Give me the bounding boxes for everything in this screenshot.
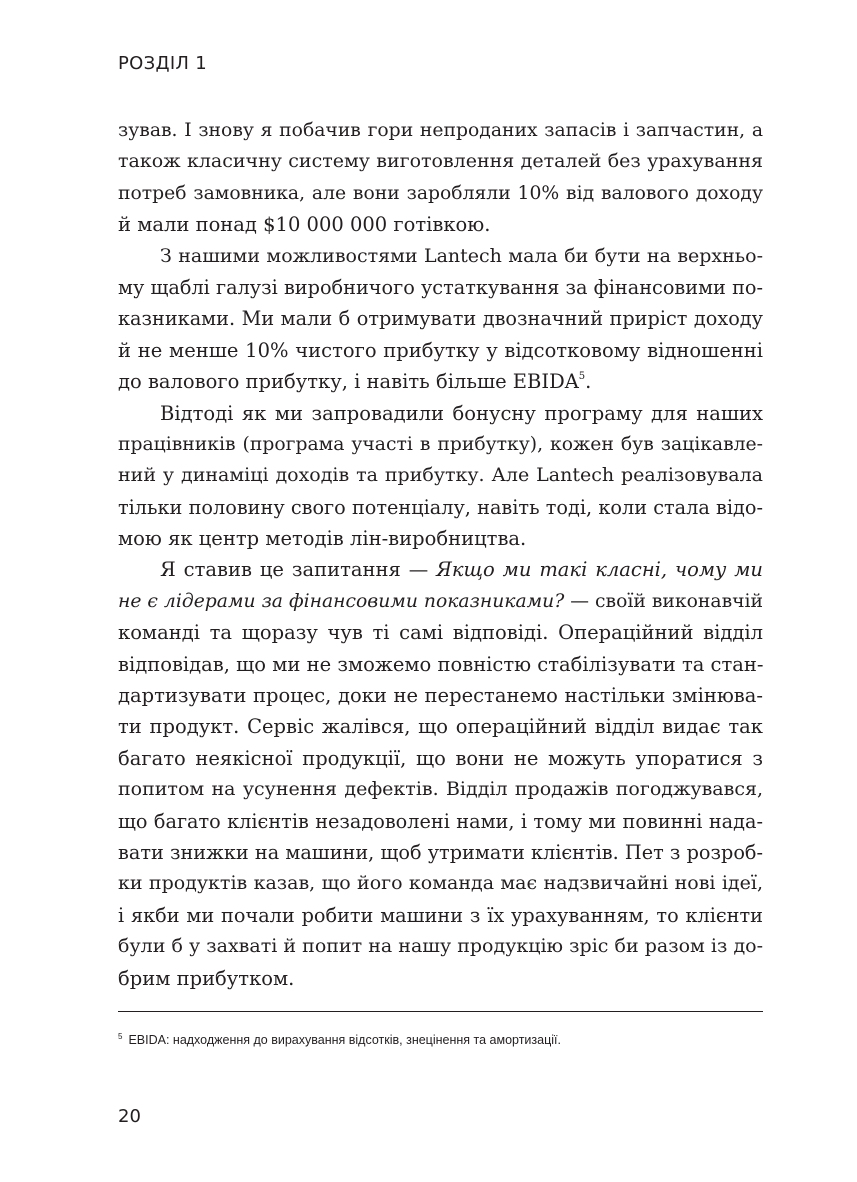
text-line: ки продуктів казав, що його команда має надзвичайні нові ідеї, xyxy=(118,872,763,895)
text-line xyxy=(118,586,763,617)
text-line: відповідав, що ми не зможемо повністю стабілізувати та стан- xyxy=(118,652,764,676)
text-line: також класичну систему виготовлення деталей без урахування xyxy=(118,150,763,173)
text-line: й мали понад $10 000 000 готівкою. xyxy=(118,213,491,237)
footnote-reference: 5 xyxy=(578,371,586,383)
page-number: 20 xyxy=(118,1106,141,1127)
text-line: мою як центр методів лін-виробництва. xyxy=(118,527,527,551)
text-line xyxy=(118,366,763,397)
italic-question: Якщо ми такі класні, чому ми xyxy=(436,558,763,582)
text-segment: Я ставив це запитання — xyxy=(160,558,437,582)
footnote-mark: 5 xyxy=(118,1032,123,1041)
body-text xyxy=(118,115,763,994)
text-line: що багато клієнтів незадоволені нами, і тому ми повинні нада- xyxy=(118,809,763,833)
text-line xyxy=(118,554,763,585)
text-line: потреб замовника, але вони заробляли 10% від валового доходу xyxy=(118,182,763,204)
text-line: брим прибутком. xyxy=(118,966,295,990)
text-segment: до валового прибутку, і навіть більше EBIDA xyxy=(118,370,579,394)
footnote xyxy=(118,1032,561,1048)
text-segment: — своїй виконавчій xyxy=(564,590,764,612)
text-line: багато неякісної продукції, що вони не можуть упоратися з xyxy=(118,746,763,770)
running-head: РОЗДІЛ 1 xyxy=(118,53,208,74)
text-line: дартизувати процес, доки не перестанемо настільки змінюва- xyxy=(118,684,763,708)
text-line: попитом на усунення дефектів. Відділ продажів погоджувався, xyxy=(118,778,763,801)
footnote-text: EBIDA: надходження до вирахування відсотків, знецінення та амортизації. xyxy=(128,1033,561,1047)
text-line: зував. І знову я побачив гори непроданих запасів і запчастин, а xyxy=(118,120,763,141)
text-line: вати знижки на машини, щоб утримати клієнтів. Пет з розроб- xyxy=(118,840,763,864)
text-line: команді та щоразу чув ті самі відповіді. Операційний відділ xyxy=(118,621,763,645)
text-line: були б у захваті й попит на нашу продукцію зріс би разом із до- xyxy=(118,935,763,958)
text-line: працівників (програма участі в прибутку), кожен був зацікавле- xyxy=(118,433,763,455)
text-segment: . xyxy=(585,370,592,394)
footnote-divider xyxy=(118,1011,763,1012)
text-line: казниками. Ми мали б отримувати двозначний приріст доходу xyxy=(118,307,763,331)
text-line: Відтоді як ми запровадили бонусну програму для наших xyxy=(160,401,763,425)
text-line: ти продукт. Сервіс жалівся, що операційний відділ видає так xyxy=(118,715,763,739)
text-line: ний у динаміці доходів та прибутку. Але Lantech реалізовувала xyxy=(118,464,763,487)
italic-question: не є лідерами за фінансовими показниками? xyxy=(118,590,565,612)
text-line: й не менше 10% чистого прибутку у відсотковому відношенні xyxy=(118,338,763,362)
text-line: тільки половину свого потенціалу, навіть тоді, коли стала відо- xyxy=(118,495,763,519)
text-line: му щаблі галузі виробничого устаткування за фінансовими по- xyxy=(118,275,763,299)
text-line: і якби ми почали робити машини з їх урахуванням, то клієнти xyxy=(118,903,763,927)
text-line: З нашими можливостями Lantech мала би бути на верхньо- xyxy=(160,244,763,267)
